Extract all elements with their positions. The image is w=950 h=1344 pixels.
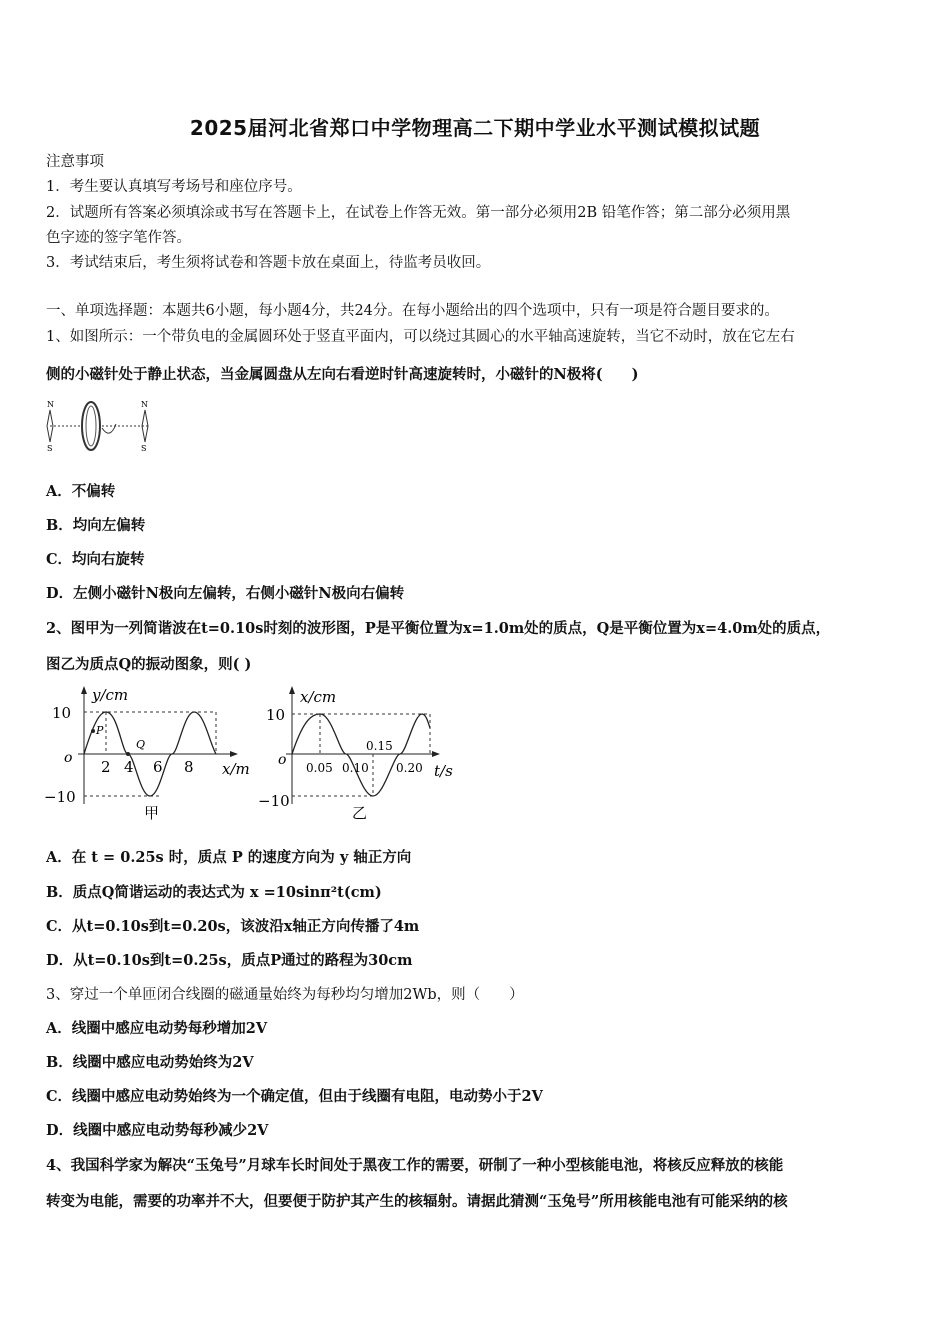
notice-item: 色字迹的签字笔作答。: [46, 230, 191, 246]
y-max-label: 10: [266, 706, 286, 724]
q3-option: C．线圈中感应电动势始终为一个确定值，但由于线圈有电阻，电动势小于2V: [46, 1088, 543, 1105]
notice-heading: 注意事项: [46, 154, 104, 170]
left-needle-n: N: [47, 400, 54, 409]
vibration-curve: [292, 714, 430, 796]
t-tick: 0.05: [306, 761, 333, 775]
q1-stem: 1、如图所示：一个带负电的金属圆环处于竖直平面内，可以绕过其圆心的水平轴高速旋转，当它不动时，放在它左右: [46, 329, 795, 345]
graph-caption: 乙: [352, 804, 368, 822]
notice-item: 2．试题所有答案必须填涂或书写在答题卡上，在试卷上作答无效。第一部分必须用2B 铅笔作答；第二部分必须用黑: [46, 205, 791, 221]
x-tick: 2: [101, 758, 111, 776]
q1-option: A．不偏转: [46, 483, 116, 500]
vibration-graph-yi: [258, 684, 468, 824]
y-axis-label: x/cm: [300, 688, 337, 706]
q3-option: B．线圈中感应电动势始终为2V: [46, 1054, 254, 1071]
right-needle-n: N: [141, 400, 148, 409]
q2-stem: 2、图甲为一列简谐波在t=0.10s时刻的波形图，P是平衡位置为x=1.0m处的质点，Q是平衡位置为x=4.0m处的质点，: [46, 620, 831, 637]
q1-option: D．左侧小磁针N极向左偏转，右侧小磁针N极向右偏转: [46, 585, 405, 602]
point-q: [126, 752, 130, 756]
q1-option: C．均向右旋转: [46, 551, 145, 568]
q2-option: B．质点Q简谐运动的表达式为 x =10sinπ²t(cm): [46, 884, 382, 901]
x-tick: 4: [124, 758, 134, 776]
right-needle-s: S: [141, 444, 147, 453]
x-axis-label: x/m: [222, 760, 250, 778]
x-axis-label: t/s: [434, 762, 453, 780]
q3-stem: 3、穿过一个单匝闭合线圈的磁通量始终为每秒均匀增加2Wb，则（ ）: [46, 987, 524, 1003]
q1-stem: 侧的小磁针处于静止状态，当金属圆盘从左向右看逆时针高速旋转时，小磁针的N极将( ): [46, 366, 639, 383]
x-tick: 8: [184, 758, 194, 776]
t-tick: 0.10: [342, 761, 369, 775]
left-needle-s: S: [47, 444, 53, 453]
q3-option: A．线圈中感应电动势每秒增加2V: [46, 1020, 268, 1037]
q2-option: C．从t=0.10s到t=0.20s，该波沿x轴正方向传播了4m: [46, 918, 420, 935]
t-tick: 0.20: [396, 761, 423, 775]
y-min-label: −10: [258, 792, 290, 810]
graph-caption: 甲: [144, 804, 160, 822]
q1-figure: [44, 398, 159, 454]
page-title: 2025届河北省郑口中学物理高二下期中学业水平测试模拟试题: [189, 116, 761, 140]
q4-stem: 4、我国科学家为解决“玉兔号”月球车长时间处于黑夜工作的需要，研制了一种小型核能电池，将核反应释放的核能: [46, 1157, 784, 1174]
t-tick: 0.15: [366, 739, 393, 753]
q2-stem: 图乙为质点Q的振动图象，则( ): [46, 656, 252, 673]
q2-option: A．在 t = 0.25s 时，质点 P 的速度方向为 y 轴正方向: [46, 849, 412, 866]
y-max-label: 10: [52, 704, 72, 722]
wave-graph-jia: [44, 684, 264, 824]
y-axis-label: y/cm: [92, 686, 129, 704]
q3-option: D．线圈中感应电动势每秒减少2V: [46, 1122, 269, 1139]
origin-label: o: [64, 750, 73, 766]
rotation-arrow: [102, 424, 116, 433]
metal-ring: [82, 402, 100, 450]
y-min-label: −10: [44, 788, 76, 806]
origin-label: o: [278, 752, 287, 768]
q4-stem: 转变为电能，需要的功率并不大，但要便于防护其产生的核辐射。请据此猜测“玉兔号”所用核能电池有可能采纳的核: [46, 1193, 788, 1210]
notice-item: 3．考试结束后，考生须将试卷和答题卡放在桌面上，待监考员收回。: [46, 255, 491, 271]
notice-item: 1．考生要认真填写考场号和座位序号。: [46, 179, 302, 195]
x-tick: 6: [153, 758, 163, 776]
point-p: [91, 729, 95, 733]
point-q-label: Q: [136, 738, 146, 751]
q2-option: D．从t=0.10s到t=0.25s，质点P通过的路程为30cm: [46, 952, 413, 969]
point-p-label: P: [96, 724, 104, 737]
q1-option: B．均向左偏转: [46, 517, 146, 534]
section-heading: 一、单项选择题：本题共6小题，每小题4分，共24分。在每小题给出的四个选项中，只有一项是符合题目要求的。: [46, 303, 779, 319]
